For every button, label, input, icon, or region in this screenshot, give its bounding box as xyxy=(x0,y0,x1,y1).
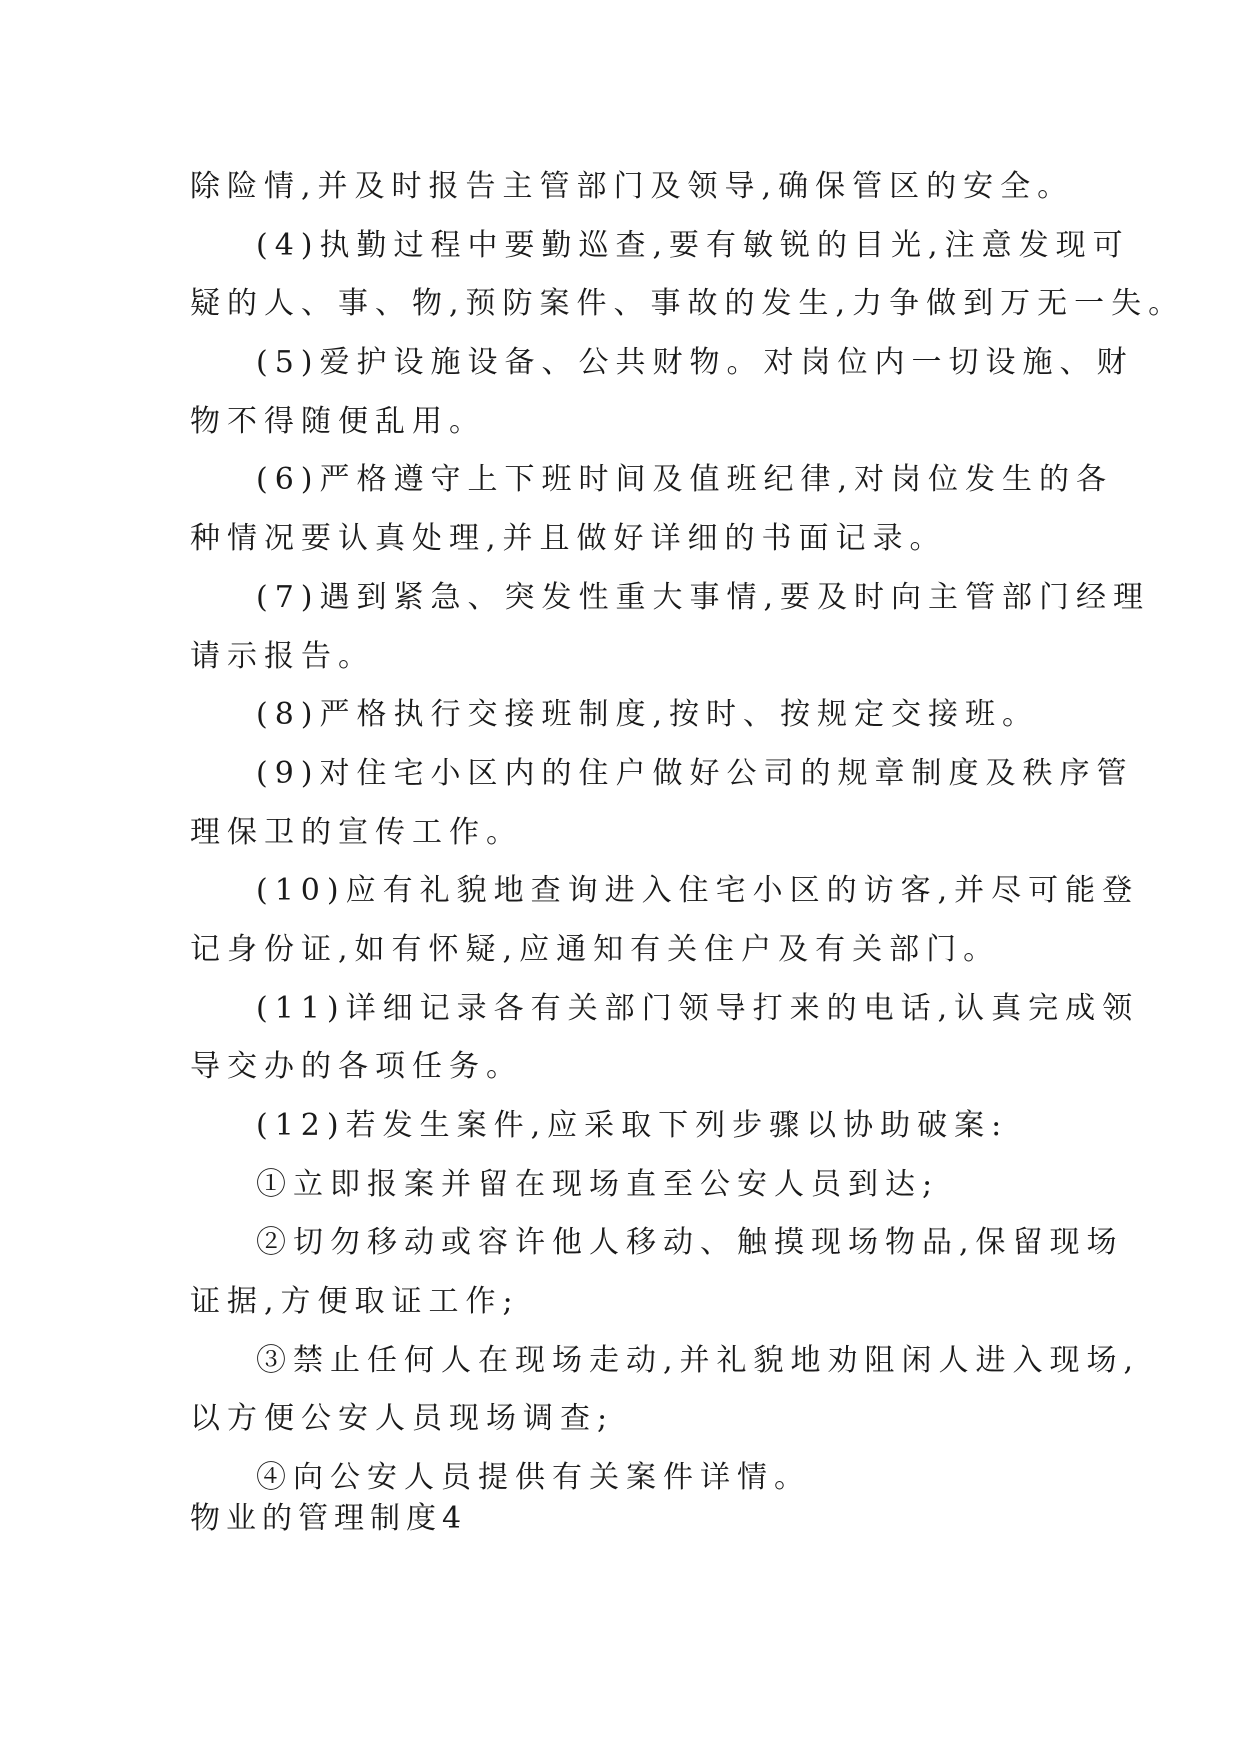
text-line: (5)爱护设施设备、公共财物。对岗位内一切设施、财 xyxy=(256,345,1134,381)
text-line: ③禁止任何人在现场走动,并礼貌地劝阻闲人进入现场, xyxy=(256,1342,1141,1378)
text-line: (12)若发生案件,应采取下列步骤以协助破案: xyxy=(256,1108,1009,1143)
text-line: 导交办的各项任务。 xyxy=(190,1049,523,1085)
text-line: 除险情,并及时报告主管部门及领导,确保管区的安全。 xyxy=(190,169,1075,204)
text-line: (11)详细记录各有关部门领导打来的电话,认真完成领 xyxy=(256,990,1140,1026)
section-heading: 物业的管理制度4 xyxy=(190,1501,468,1536)
text-line: 疑的人、事、物,预防案件、事故的发生,力争做到万无一失。 xyxy=(190,286,1186,322)
text-line: (7)遇到紧急、突发性重大事情,要及时向主管部门经理 xyxy=(256,579,1151,615)
text-line: 以方便公安人员现场调查; xyxy=(190,1401,615,1437)
text-line: (10)应有礼貌地查询进入住宅小区的访客,并尽可能登 xyxy=(256,873,1140,909)
text-line: 理保卫的宣传工作。 xyxy=(190,814,523,850)
text-line: 证据,方便取证工作; xyxy=(190,1284,520,1320)
text-line: (8)严格执行交接班制度,按时、按规定交接班。 xyxy=(256,697,1040,733)
text-line: 记身份证,如有怀疑,应通知有关住户及有关部门。 xyxy=(190,931,1001,967)
text-line: 种情况要认真处理,并且做好详细的书面记录。 xyxy=(190,521,947,557)
text-line: 物不得随便乱用。 xyxy=(190,403,486,439)
text-line: ②切勿移动或容许他人移动、触摸现场物品,保留现场 xyxy=(256,1225,1124,1261)
text-line: 请示报告。 xyxy=(190,638,375,674)
text-line: (4)执勤过程中要勤巡查,要有敏锐的目光,注意发现可 xyxy=(256,227,1130,263)
text-line: ①立即报案并留在现场直至公安人员到达; xyxy=(256,1166,940,1202)
text-line: ④向公安人员提供有关案件详情。 xyxy=(256,1460,811,1496)
text-line: (9)对住宅小区内的住户做好公司的规章制度及秩序管 xyxy=(256,755,1134,791)
text-line: (6)严格遵守上下班时间及值班纪律,对岗位发生的各 xyxy=(256,462,1114,498)
body-text xyxy=(190,158,1186,1508)
